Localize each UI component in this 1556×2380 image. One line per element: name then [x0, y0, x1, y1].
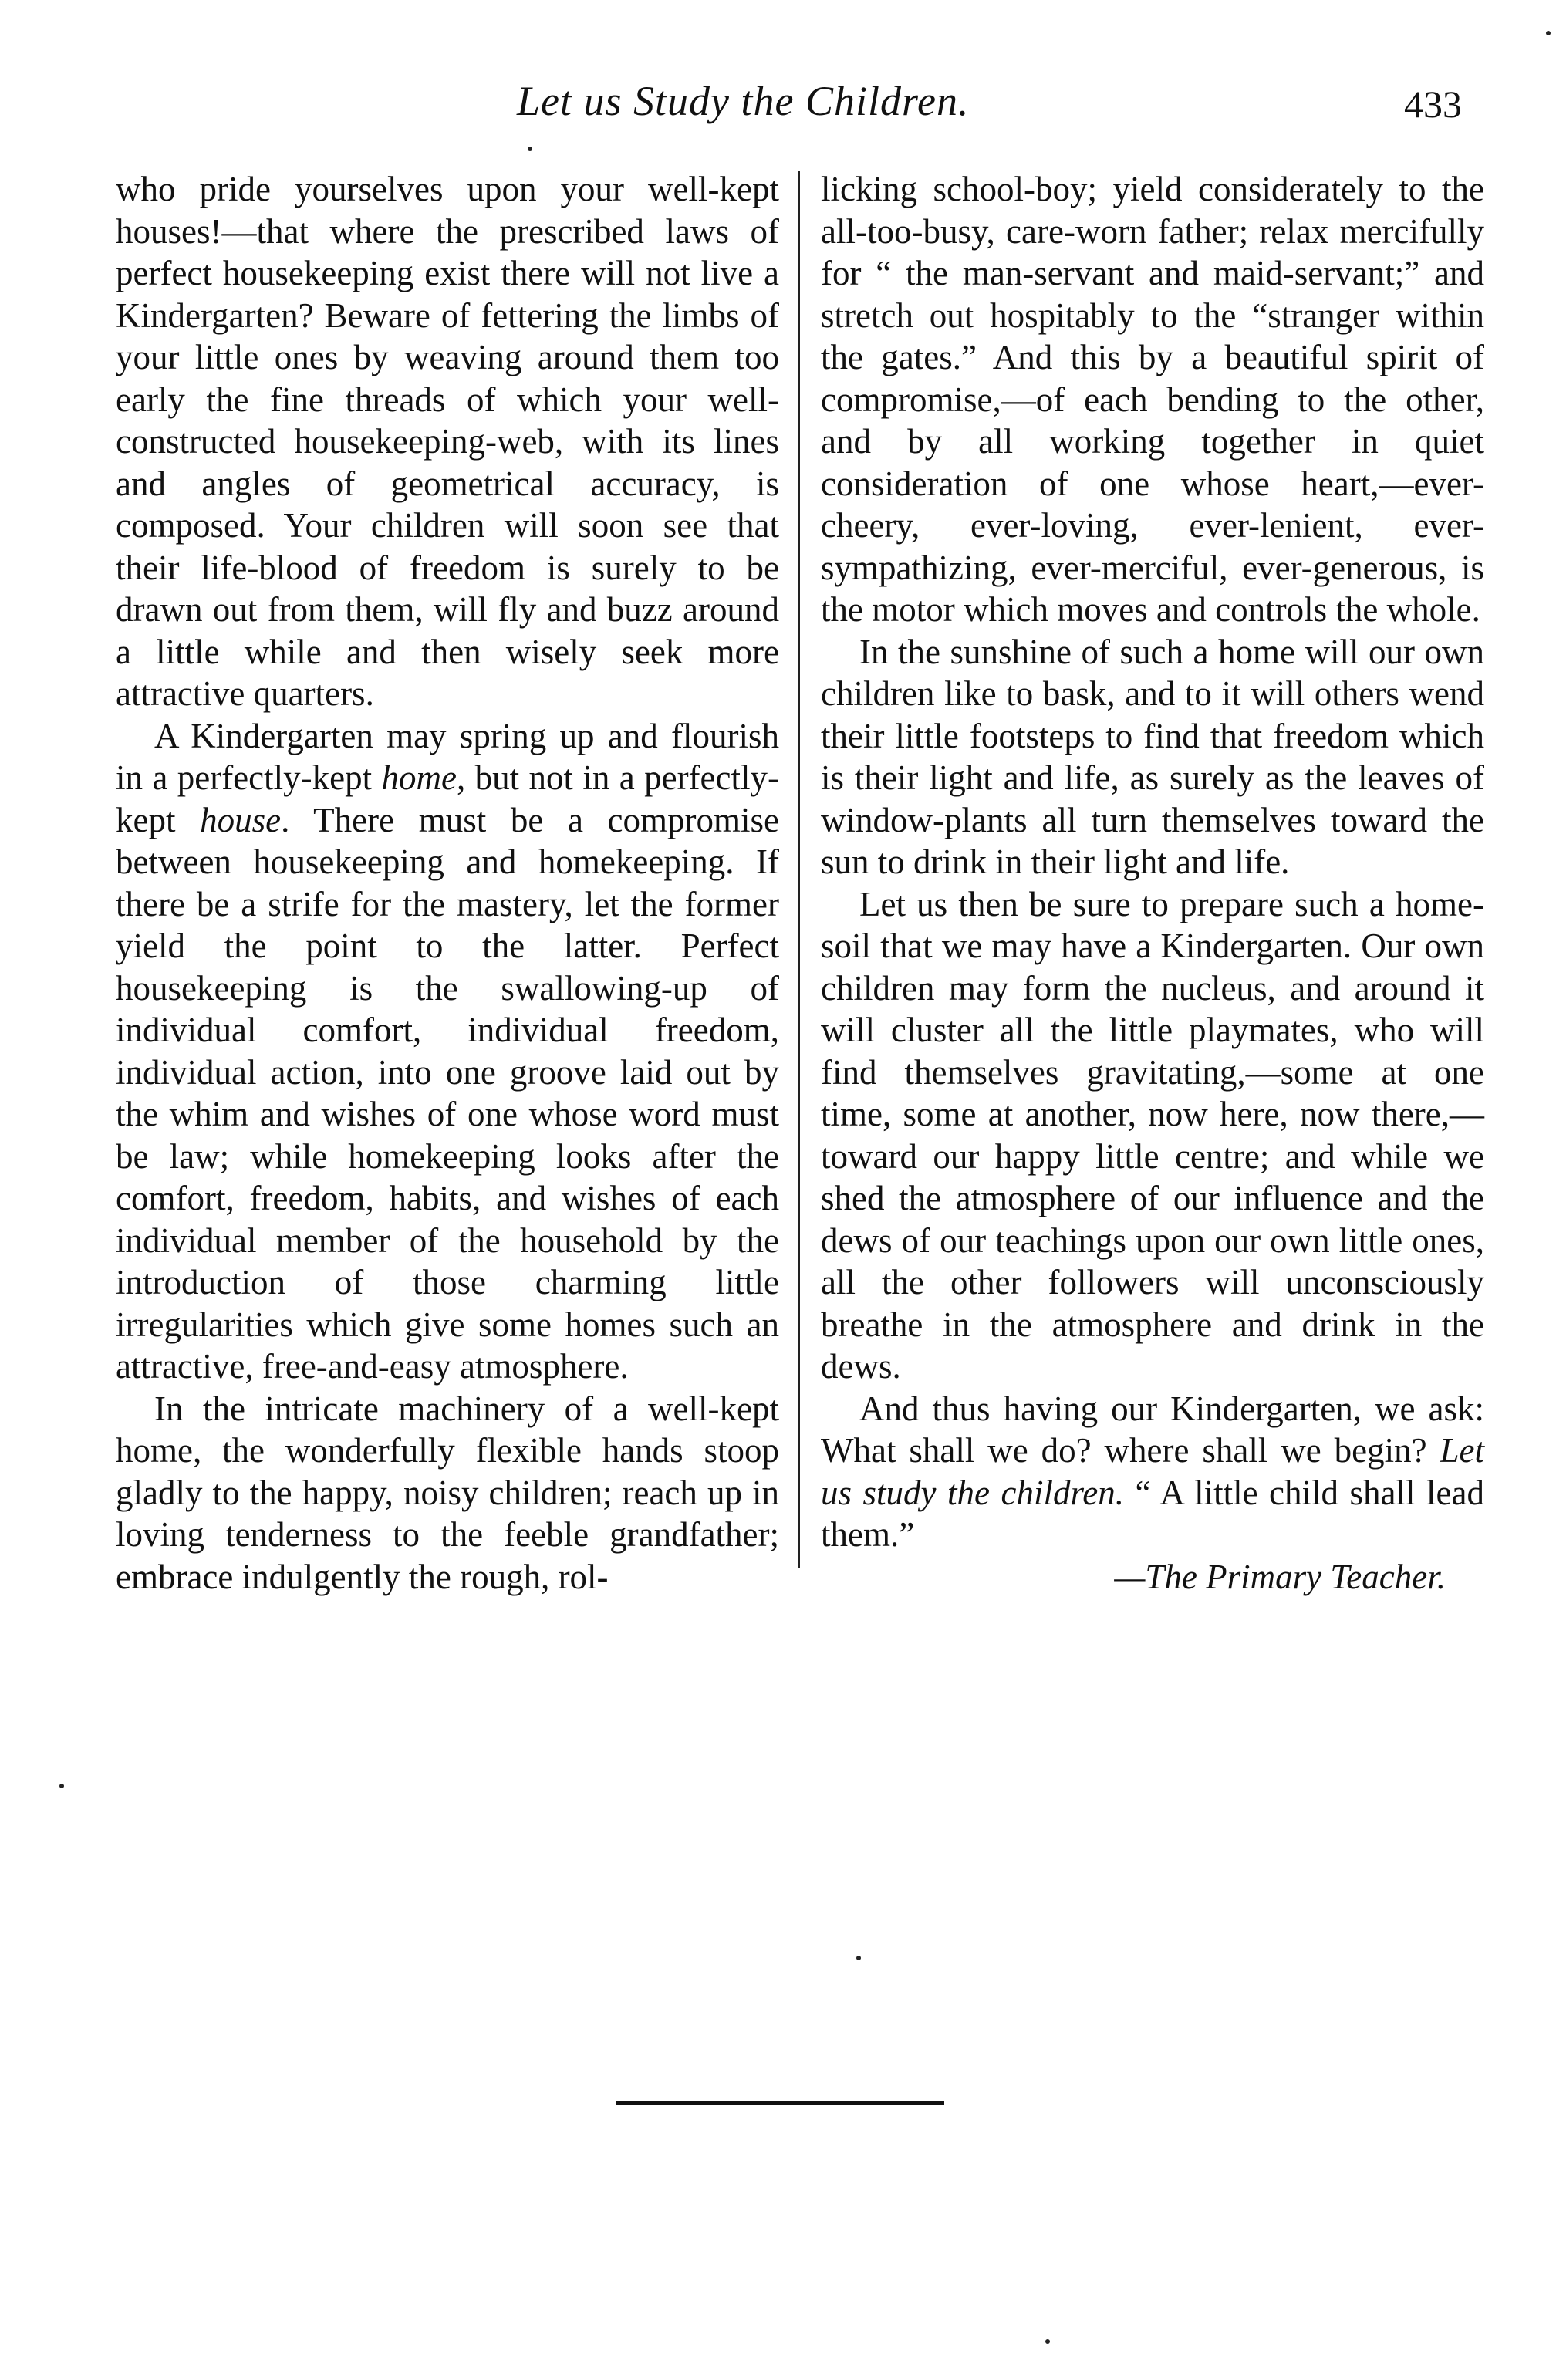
print-speck [59, 1784, 64, 1788]
text-run: A Kindergarten may spring up and flourish in a perfectly-kept [116, 716, 779, 797]
emphasis-home: home [381, 758, 457, 797]
left-column [116, 168, 779, 1598]
paragraph [821, 1388, 1484, 1556]
print-speck [1045, 2339, 1050, 2344]
right-column [821, 168, 1484, 1598]
text-run: . There must be a compromise between housekeeping and homekeeping. If there be a strife for the mastery, let the former yield the point to the latter. Perfect housekeeping is the swallowing-up of individual comfort, individual freedom, individual action, into one groove laid out by the whim and wishes of one whose word must be law; while homekeeping looks after the comfort, freedom, habits, and wishes of each individual member of the household by the introduction of those charming little irregularities which give some homes such an attractive, free-and-easy atmosphere. [116, 800, 779, 1386]
running-title: Let us Study the Children. [517, 78, 970, 124]
text-run: , but not in a perfectly-kept [116, 758, 779, 839]
paragraph: Let us then be sure to prepare such a home-soil that we may have a Kindergarten. Our own children may form the nucleus, and around it will cluster all the little playmates, who will find themselves gravitating,—some at one time, some at another, now here, now there,—toward our happy little centre; and while we shed the atmosphere of our influence and the dews of our teachings upon our own little ones, all the other followers will unconsciously breathe in the atmosphere and drink in the dews. [821, 884, 1484, 1386]
print-speck [1546, 31, 1551, 35]
text-run: “ A little child shall lead them.” [821, 1473, 1484, 1554]
emphasis-house: house [200, 800, 282, 839]
end-rule [616, 2101, 944, 2105]
emphasis-study-children: Let us study the children. [821, 1431, 1484, 1512]
print-speck [856, 1956, 861, 1960]
text-run: And thus having our Kindergarten, we ask: What shall we do? where shall we begin? [821, 1389, 1484, 1470]
paragraph: In the intricate machinery of a well-kept home, the wonderfully flexible hands stoop gladly to the happy, noisy children; reach up in loving tenderness to the feeble grandfather; embrace indulgently the rough, rol- [116, 1389, 779, 1596]
paragraph: who pride yourselves upon your well-kept houses!—that where the prescribed laws of perfect housekeeping exist there will not live a Kindergarten? Beware of fettering the limbs of your little ones by weaving around them too early the fine threads of which your well-constructed housekeeping-web, with its lines and angles of geometrical accuracy, is composed. Your children will soon see that their life-blood of freedom is surely to be drawn out from them, will fly and buzz around a little while and then wisely seek more attractive quarters. [116, 170, 779, 713]
paragraph: In the sunshine of such a home will our own children like to bask, and to it will others wend their little footsteps to find that freedom which is their light and life, as surely as the leaves of window-plants all turn themselves toward the sun to drink in their light and life. [821, 632, 1484, 881]
paragraph: licking school-boy; yield considerately to the all-too-busy, care-worn father; relax mercifully for “ the man-servant and maid-servant;” and stretch out hospitably to the “stranger within the gates.” And this by a beautiful spirit of compromise,—of each bending to the other, and by all working together in quiet consideration of one whose heart,—ever-cheery, ever-loving, ever-lenient, ever-sympathizing, ever-merciful, ever-generous, is the motor which moves and controls the whole. [821, 170, 1484, 629]
print-speck [528, 147, 532, 151]
attribution: —The Primary Teacher. [1114, 1557, 1446, 1596]
page-header [0, 77, 1556, 139]
paragraph [116, 715, 779, 1388]
page-number: 433 [1404, 83, 1462, 126]
column-divider [798, 171, 800, 1568]
